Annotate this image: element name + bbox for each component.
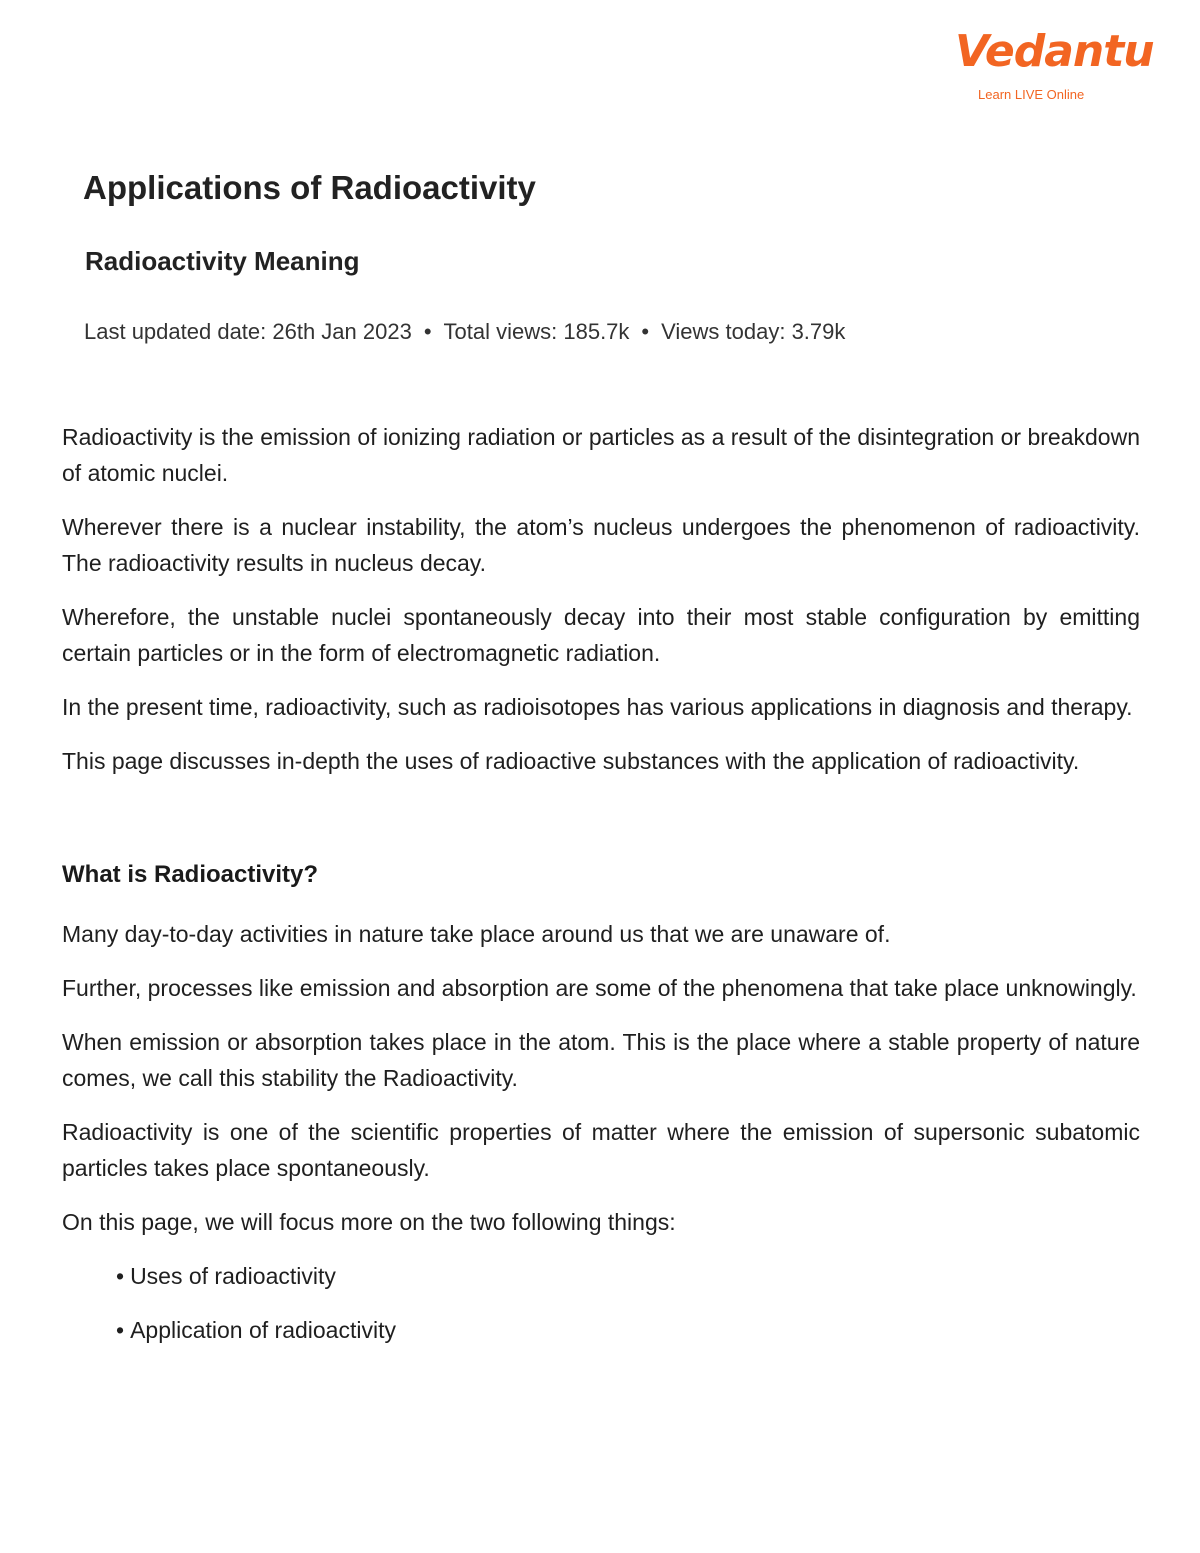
meta-separator: •: [423, 319, 432, 344]
section-paragraph: Many day-to-day activities in nature take place around us that we are unaware of.: [62, 920, 891, 947]
views-today: Views today: 3.79k: [661, 319, 846, 344]
bullet-list: [62, 1258, 1140, 1348]
intro-paragraph: This page discusses in-depth the uses of radioactive substances with the application of radioactivity.: [62, 748, 1080, 774]
bullet-icon: •: [116, 1262, 125, 1289]
list-item: [116, 1258, 1140, 1294]
intro-paragraph: Radioactivity is the emission of ionizing radiation or particles as a result of the disintegration or breakdown of atomic nuclei.: [62, 424, 1140, 486]
section-heading: What is Radioactivity?: [62, 861, 319, 888]
list-item-text: Application of radioactivity: [130, 1316, 396, 1343]
list-item-text: Uses of radioactivity: [130, 1262, 336, 1289]
list-item: [116, 1312, 1140, 1348]
vedantu-logo[interactable]: [955, 26, 1154, 110]
intro-paragraph: In the present time, radioactivity, such as radioisotopes has various applications in diagnosis and therapy.: [62, 694, 1133, 720]
section-paragraph: On this page, we will focus more on the two following things:: [62, 1208, 676, 1235]
meta-separator: •: [641, 319, 650, 344]
logo-wordmark: Vedantu: [955, 26, 1154, 77]
section-paragraph: Radioactivity is one of the scientific properties of matter where the emission of supersonic subatomic particles takes place spontaneously.: [62, 1118, 1140, 1181]
logo-tagline: Learn LIVE Online: [978, 87, 1085, 102]
section-paragraph: Further, processes like emission and absorption are some of the phenomena that take place unknowingly.: [62, 974, 1137, 1001]
total-views: Total views: 185.7k: [443, 319, 630, 344]
intro-paragraph: Wherever there is a nuclear instability, the atom’s nucleus undergoes the phenomenon of radioactivity. The radioactivity results in nucleus decay.: [62, 514, 1140, 576]
article-body: [62, 419, 1140, 1366]
article-meta: [84, 318, 845, 347]
last-updated-date: Last updated date: 26th Jan 2023: [84, 319, 412, 344]
intro-paragraph: Wherefore, the unstable nuclei spontaneously decay into their most stable configuration by emitting certain particles or in the form of electromagnetic radiation.: [62, 604, 1140, 666]
page-subtitle: Radioactivity Meaning: [85, 246, 360, 276]
page-title: Applications of Radioactivity: [83, 169, 536, 206]
section-paragraph: When emission or absorption takes place in the atom. This is the place where a stable property of nature comes, we call this stability the Radioactivity.: [62, 1028, 1140, 1091]
bullet-icon: •: [116, 1316, 125, 1343]
